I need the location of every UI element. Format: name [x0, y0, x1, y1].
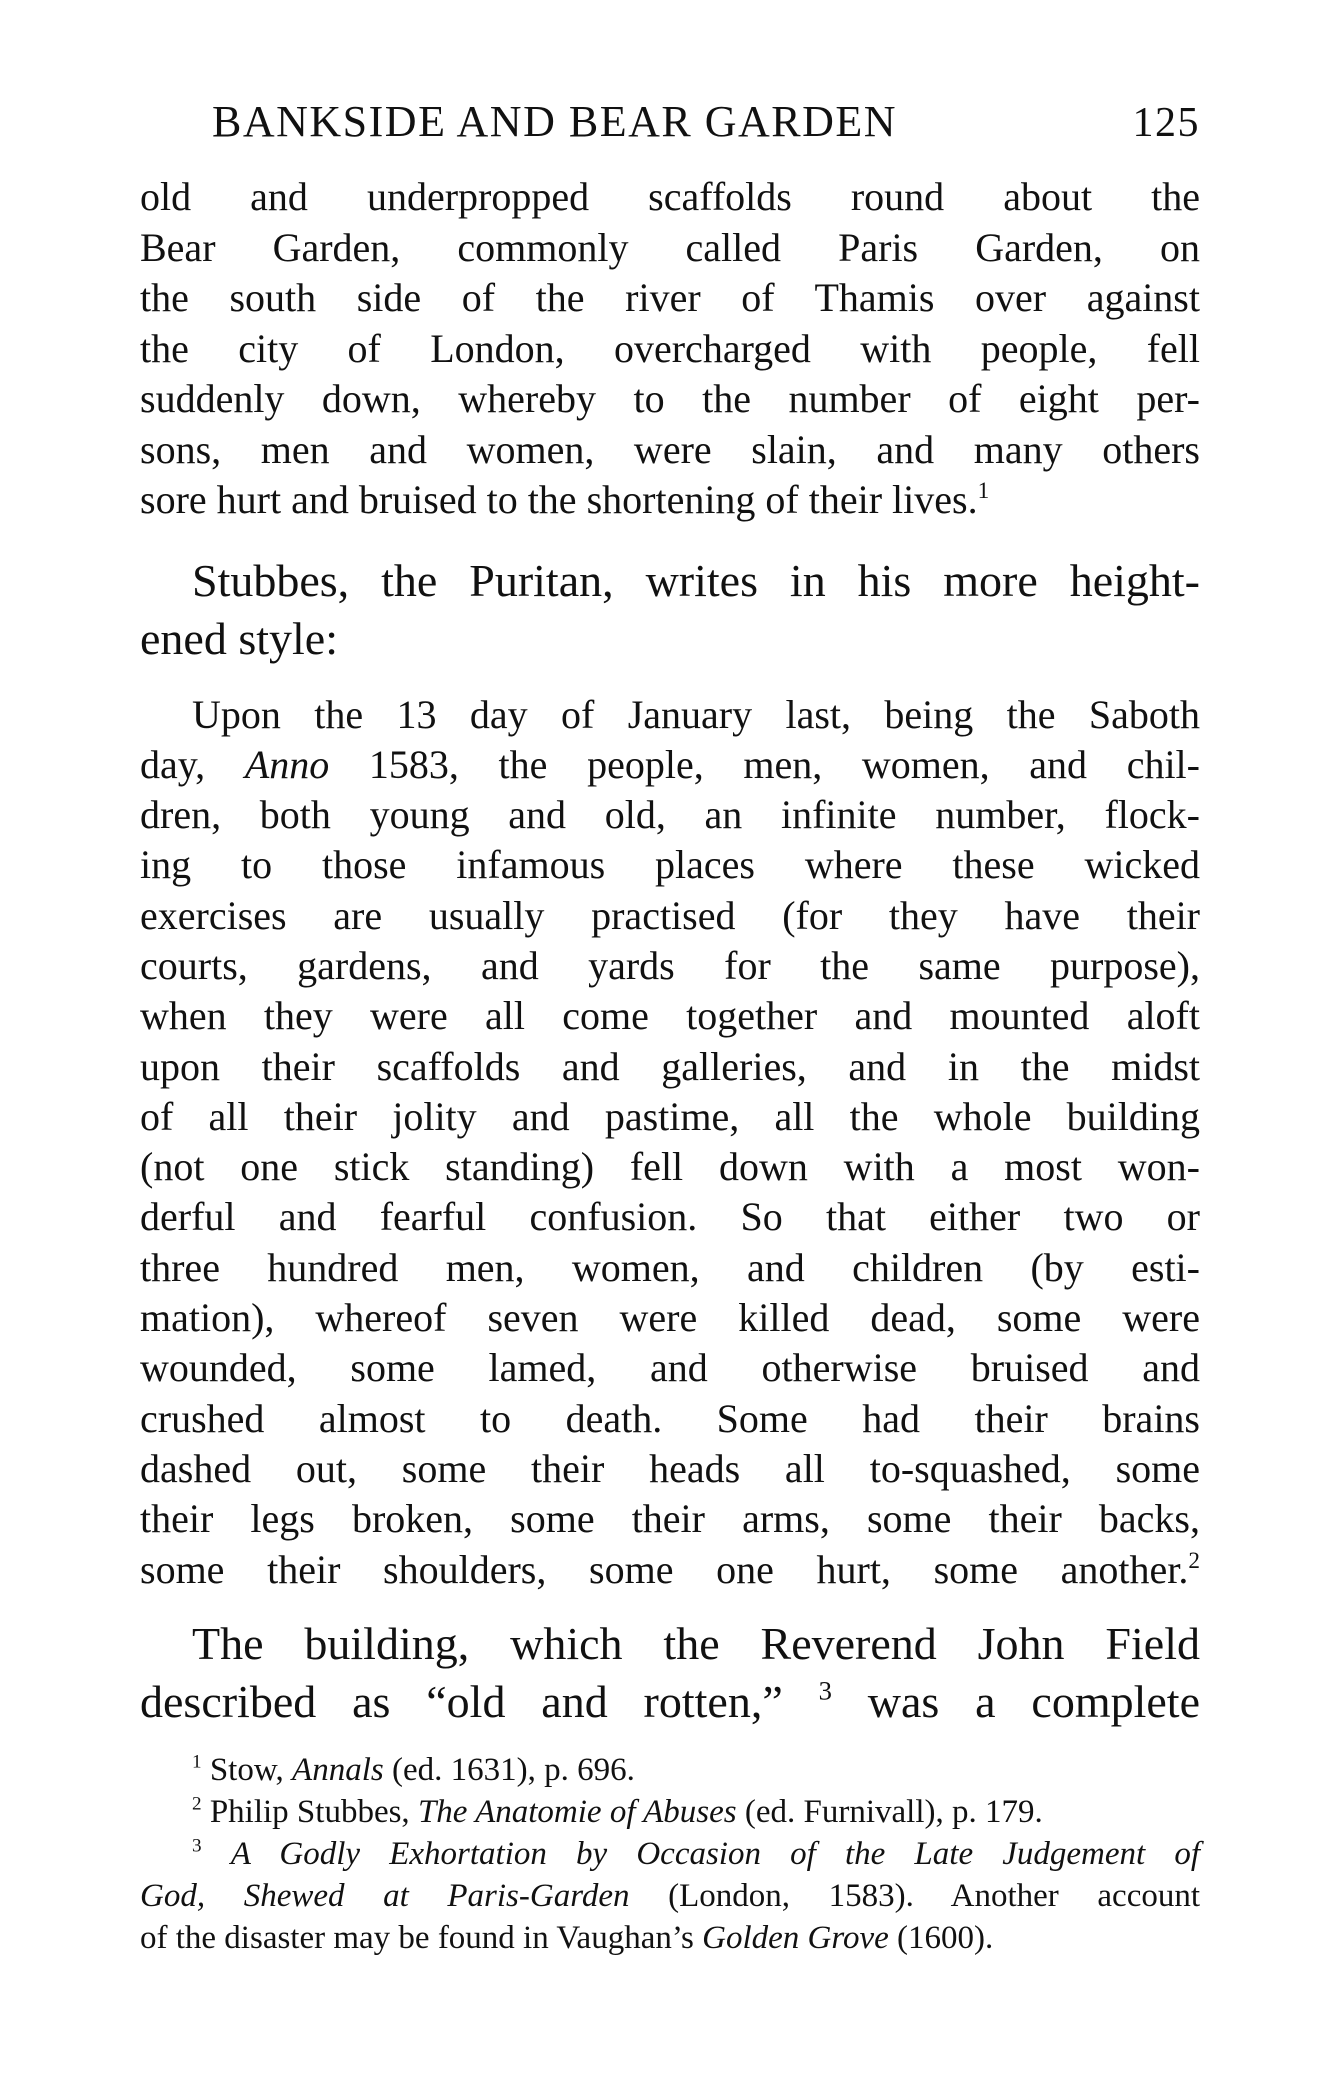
text-line: dren, both young and old, an infinite number, flock- — [140, 792, 1200, 838]
text-fragment: Philip Stubbes, — [209, 1793, 418, 1830]
italic-title: A Godly Exhortation by Occasion of the Late Judgement of — [230, 1835, 1201, 1872]
text-fragment: was a complete — [831, 1675, 1200, 1727]
text-line: old and underpropped scaffolds round about the — [140, 174, 1200, 219]
paragraph-building — [140, 1615, 1200, 1731]
running-head-title: BANKSIDE AND BEAR GARDEN — [212, 97, 898, 146]
text-fragment: 1583, the people, men, women, and chil- — [329, 741, 1200, 787]
page — [140, 96, 1200, 1959]
text-line: Upon the 13 day of January last, being the Saboth — [192, 691, 1200, 737]
text-line-last — [140, 475, 1200, 526]
text-fragment: some their shoulders, some one hurt, some another. — [140, 1546, 1189, 1592]
footnote-ref-3: 3 — [818, 1675, 832, 1706]
text-line: three hundred men, women, and children (by esti- — [140, 1244, 1200, 1290]
text-line: of all their jolity and pastime, all the whole building — [140, 1093, 1200, 1139]
footnote-3 — [140, 1833, 1200, 1875]
footnote-number: 2 — [192, 1793, 202, 1815]
text-line — [140, 1673, 1200, 1731]
italic-title: Golden Grove — [702, 1919, 889, 1956]
text-fragment: (ed. Furnivall), p. 179. — [736, 1793, 1043, 1830]
text-line: sons, men and women, were slain, and many others — [140, 426, 1200, 472]
paragraph-stubbes — [140, 552, 1200, 668]
text-line: (not one stick standing) fell down with a most won- — [140, 1144, 1200, 1190]
footnotes — [140, 1749, 1200, 1959]
footnote-2 — [140, 1791, 1200, 1833]
text-line: mation), whereof seven were killed dead, some were — [140, 1295, 1200, 1341]
text-line: the south side of the river of Thamis over against — [140, 275, 1200, 320]
text-line: dashed out, some their heads all to-squashed, some — [140, 1445, 1200, 1491]
italic-anno: Anno — [244, 741, 330, 787]
text-line: crushed almost to death. Some had their brains — [140, 1395, 1200, 1441]
text-line: ing to those infamous places where these wicked — [140, 842, 1200, 888]
text-fragment: of the disaster may be found in Vaughan’s — [140, 1919, 703, 1956]
text-fragment: sore hurt and bruised to the shortening of their lives. — [140, 477, 978, 522]
footnote-ref-1: 1 — [977, 477, 990, 504]
page-number: 125 — [1132, 100, 1200, 146]
italic-title: The Anatomie of Abuses — [417, 1793, 737, 1830]
text-line: derful and fearful confusion. So that either two or — [140, 1194, 1200, 1240]
text-fragment: (London, 1583). Another account — [629, 1877, 1201, 1914]
text-line: their legs broken, some their arms, some their backs, — [140, 1496, 1200, 1542]
text-fragment: Stow, — [209, 1751, 293, 1788]
text-line: the city of London, overcharged with people, fell — [140, 325, 1200, 371]
quote-stow — [140, 172, 1200, 526]
footnote-number: 1 — [192, 1751, 202, 1773]
italic-title: Annals — [292, 1751, 384, 1788]
text-line: Bear Garden, commonly called Paris Garden, on — [140, 224, 1200, 270]
text-fragment: described as “old and rotten,” — [140, 1675, 819, 1727]
text-fragment: day, — [140, 741, 245, 787]
text-line: wounded, some lamed, and otherwise bruised and — [140, 1345, 1200, 1391]
text-fragment: (1600). — [888, 1919, 994, 1956]
text-fragment: (ed. 1631), p. 696. — [383, 1751, 635, 1788]
footnote-3-cont — [140, 1917, 1200, 1959]
text-line: upon their scaffolds and galleries, and in the midst — [140, 1043, 1200, 1089]
running-head — [212, 96, 1200, 158]
text-line: when they were all come together and mounted aloft — [140, 993, 1200, 1039]
text-line: Stubbes, the Puritan, writes in his more height- — [192, 554, 1200, 606]
text-line: exercises are usually practised (for they have their — [140, 892, 1200, 938]
footnote-number: 3 — [192, 1835, 202, 1857]
text-line: The building, which the Reverend John Field — [192, 1617, 1200, 1669]
footnote-ref-2: 2 — [1188, 1547, 1200, 1574]
footnote-3-cont — [140, 1875, 1200, 1917]
text-line-last: ened style: — [140, 612, 338, 664]
text-line: suddenly down, whereby to the number of eight per- — [140, 376, 1200, 421]
italic-title: God, Shewed at Paris-Garden — [140, 1877, 630, 1914]
text-line — [140, 740, 1200, 790]
text-line-last — [140, 1545, 1200, 1595]
text-line: courts, gardens, and yards for the same purpose), — [140, 942, 1200, 988]
footnote-1 — [140, 1749, 1200, 1791]
quote-stubbes — [140, 690, 1200, 1595]
